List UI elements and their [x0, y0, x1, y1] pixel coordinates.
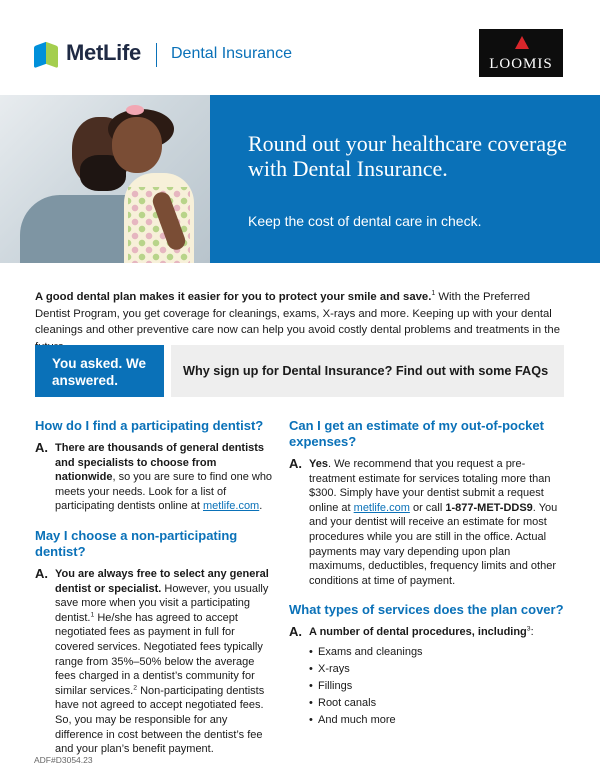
metlife-logo [34, 40, 141, 66]
intro-text: With the Preferred Dentist Program, you get coverage for cleanings, exams, X-rays and more. Keeping up with your dental cleanings and other preventive care now can help you avoid costly dental problems and treatments in the [35, 291, 560, 336]
product-name: Dental Insurance [171, 45, 292, 62]
hero-panel [210, 95, 600, 263]
faq-answer-3 [289, 457, 569, 588]
answer-1-text: , so you are sure to find one who meets your needs. Look for a list of participating dentists online at [55, 471, 273, 513]
answer-marker: A. [35, 440, 48, 455]
answer-4-end: : [530, 626, 534, 639]
metlife-mark-icon [34, 40, 60, 66]
loomis-wordmark: LOOMIS [489, 56, 553, 72]
list-item: • Root canals [309, 695, 569, 712]
faq-answer-4 [289, 625, 569, 729]
answer-2-text-2: He/she has agreed to accept negotiated fees as payment in full for covered services. Negotiated fees typically range from 35%–50% below the average fees charged in a dentist’s community for similar services. [55, 611, 263, 697]
hero-subtitle: Keep the cost of dental care in check. [248, 213, 482, 229]
faq-question-3: Can I get an estimate of my out-of-pocket expenses? [289, 418, 544, 449]
phone-number: 1-877-MET-DDS9 [445, 501, 533, 514]
metlife-wordmark: MetLife [66, 40, 141, 65]
answer-3-text-1: . We recommend that you request a pre-treatment estimate for services totaling more than $300. Simply have your dentist submit a request online at [309, 458, 551, 514]
hero-title: Round out your healthcare coverage with Dental Insurance. [248, 131, 567, 181]
faq-column-right [289, 418, 569, 729]
answer-2-bold: You are always free to select any general dentist or specialist. [55, 567, 269, 595]
hero-photo [0, 95, 210, 263]
answer-3-bold: Yes [309, 458, 328, 470]
services-list [309, 644, 569, 729]
answer-1-end: . [259, 500, 263, 513]
faq-banner-label: You asked. We answered. [35, 345, 164, 397]
page-header [0, 0, 600, 95]
metlife-link[interactable]: metlife.com [202, 500, 260, 513]
faq-question-2: May I choose a non-participating dentist? [35, 527, 238, 559]
faq-answer-2 [35, 567, 275, 757]
document-code: ADF#D3054.23 [34, 755, 93, 765]
answer-marker: A. [35, 565, 48, 581]
faq-answer-1 [35, 441, 275, 514]
list-item: • Fillings [309, 678, 569, 695]
list-item: • And much more [309, 712, 569, 729]
answer-marker: A. [289, 624, 302, 640]
loomis-triangle-icon [515, 36, 529, 49]
faq-banner-heading: Why sign up for Dental Insurance? Find out with some FAQs [171, 345, 564, 397]
header-divider [156, 43, 157, 67]
metlife-link[interactable]: metlife.com [353, 501, 410, 514]
faq-column-left [35, 418, 275, 757]
answer-marker: A. [289, 456, 302, 471]
footnote-ref: 3 [526, 625, 531, 633]
loomis-logo [479, 29, 563, 77]
list-item: • X-rays [309, 661, 569, 678]
footnote-ref: 1 [431, 290, 436, 298]
answer-4-bold: A number of dental procedures, including [309, 626, 527, 639]
answer-2-text-1: However, you usually save more when you visit a participating dentist. [55, 582, 269, 624]
answer-2-text-3: Non-participating dentists have not agreed to accept negotiated fees. So, you may be responsible for any difference in cost between the dentist’s fee and your plan’s benefit payment. [55, 684, 265, 756]
intro-bold: A good dental plan makes it easier for you to protect your smile and save. [35, 291, 432, 303]
footnote-ref: 1 [90, 611, 95, 619]
faq-question-4: What types of services does the plan cover? [289, 602, 564, 618]
answer-3-text-3: . You and your dentist will receive an estimate for most procedures while you are still in the office. Actual payments may vary depending upon plan maximums, deductibles, frequency limits and other conditions at time of payment. [309, 501, 558, 587]
answer-3-text-2: or call [409, 501, 446, 514]
answer-1-bold: There are thousands of general dentists and specialists to choose from nationwide [55, 442, 265, 484]
list-item: • Exams and cleanings [309, 644, 569, 661]
footnote-ref: 2 [133, 684, 138, 692]
faq-question-1: How do I find a participating dentist? [35, 418, 264, 433]
